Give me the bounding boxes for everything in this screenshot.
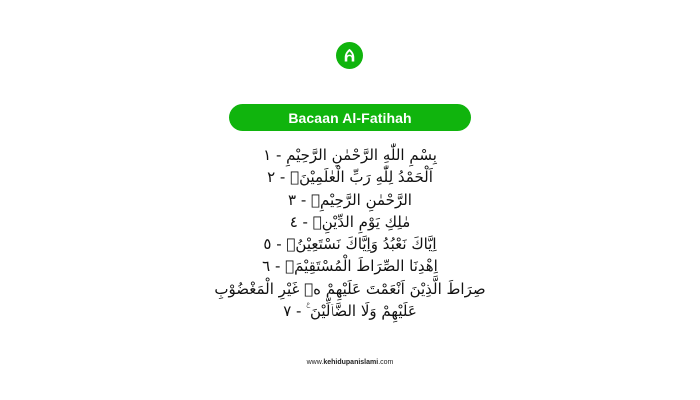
footer-website[interactable] [0, 359, 700, 366]
verse-line-4: مٰلِكِ يَوْمِ الدِّيْنِۗ - ٤ [289, 212, 411, 231]
mosque-dome-icon [341, 47, 358, 64]
footer-domain: kehidupanislami [323, 359, 379, 366]
footer-suffix: .com [378, 359, 394, 366]
title-banner [229, 104, 471, 131]
verse-line-1: بِسْمِ اللّٰهِ الرَّحْمٰنِ الرَّحِيْمِ - ١ [263, 146, 437, 164]
logo [336, 42, 363, 69]
verse-line-7a: صِرَاطَ الَّذِيْنَ اَنْعَمْتَ عَلَيْهِمْ ەۙ غَيْرِ الْمَغْضُوْبِ [214, 279, 486, 298]
verse-line-3: الرَّحْمٰنِ الرَّحِيْمِۙ - ٣ [288, 190, 412, 209]
footer-prefix: www. [306, 359, 324, 366]
verse-list [150, 144, 550, 322]
verse-line-5: اِيَّاكَ نَعْبُدُ وَاِيَّاكَ نَسْتَعِيْنُۗ - ٥ [263, 235, 437, 254]
verse-line-6: اِهْدِنَا الصِّرَاطَ الْمُسْتَقِيْمَۙ - ٦ [262, 257, 438, 276]
verse-line-7b: عَلَيْهِمْ وَلَا الضَّاۤلِّيْنَ ࣖ - ٧ [283, 302, 417, 321]
page-title: Bacaan Al-Fatihah [288, 109, 412, 126]
verse-line-2: اَلْحَمْدُ لِلّٰهِ رَبِّ الْعٰلَمِيْنَۙ - ٢ [267, 168, 433, 187]
